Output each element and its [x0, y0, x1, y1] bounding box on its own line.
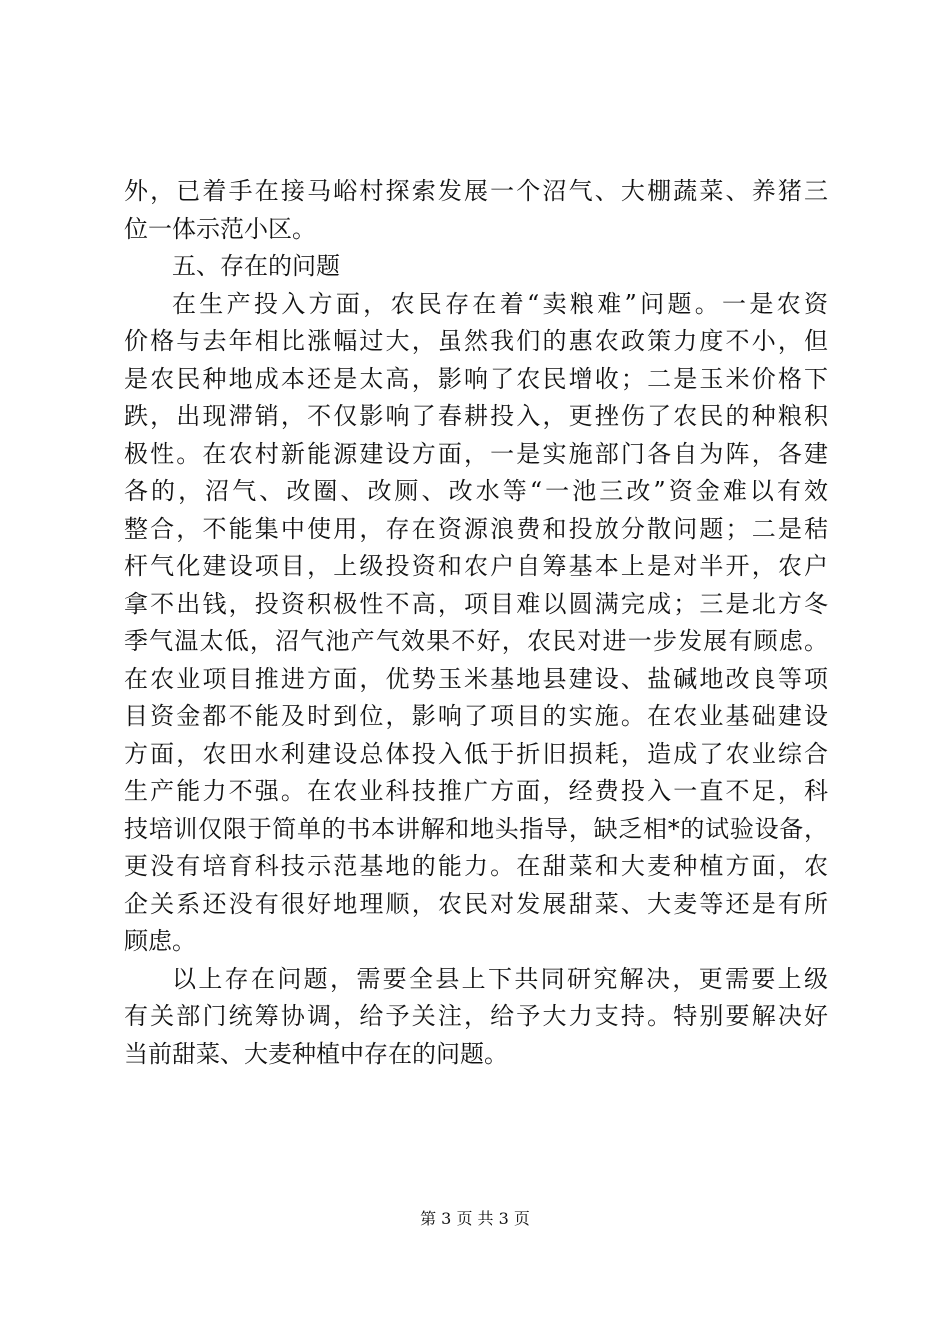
- text-line: 价格与去年相比涨幅过大，虽然我们的惠农政策力度不小，但: [124, 327, 828, 355]
- text-line: 极性。在农村新能源建设方面，一是实施部门各自为阵，各建: [124, 439, 828, 468]
- page-footer: 第 3 页 共 3 页: [420, 1209, 530, 1228]
- text-line: 方面，农田水利建设总体投入低于折旧损耗，造成了农业综合: [124, 739, 828, 768]
- text-line: 在农业项目推进方面，优势玉米基地县建设、盐碱地改良等项: [124, 664, 828, 693]
- text-line: 整合，不能集中使用，存在资源浪费和投放分散问题；二是秸: [124, 514, 828, 543]
- text-line: 跌，出现滞销，不仅影响了春耕投入，更挫伤了农民的种粮积: [124, 402, 828, 430]
- text-line: 外，已着手在接马峪村探索发展一个沼气、大棚蔬菜、养猪三: [124, 177, 828, 205]
- text-line: 各的，沼气、改圈、改厕、改水等“一池三改”资金难以有效: [124, 477, 828, 505]
- text-line: 当前甜菜、大麦种植中存在的问题。: [124, 1039, 508, 1068]
- text-line: 技培训仅限于简单的书本讲解和地头指导，缺乏相*的试验设备，: [124, 814, 828, 843]
- text-line: 有关部门统筹协调，给予关注，给予大力支持。特别要解决好: [124, 1002, 828, 1030]
- text-line: 是农民种地成本还是太高，影响了农民增收；二是玉米价格下: [124, 364, 828, 393]
- text-line: 生产能力不强。在农业科技推广方面，经费投入一直不足，科: [124, 777, 828, 805]
- text-line: 位一体示范小区。: [124, 214, 316, 243]
- text-line: 更没有培育科技示范基地的能力。在甜菜和大麦种植方面，农: [124, 852, 828, 880]
- document-body: [124, 173, 828, 1073]
- text-line: 拿不出钱，投资积极性不高，项目难以圆满完成；三是北方冬: [124, 589, 828, 618]
- text-line: 季气温太低，沼气池产气效果不好，农民对进一步发展有顾虑。: [124, 627, 828, 655]
- text-line: 顾虑。: [124, 927, 196, 955]
- text-line: 目资金都不能及时到位，影响了项目的实施。在农业基础建设: [124, 702, 828, 730]
- text-line: 企关系还没有很好地理顺，农民对发展甜菜、大麦等还是有所: [124, 889, 828, 918]
- text-line: 以上存在问题，需要全县上下共同研究解决，更需要上级: [172, 964, 828, 993]
- text-line: 五、存在的问题: [172, 252, 340, 280]
- text-line: 杆气化建设项目，上级投资和农户自筹基本上是对半开，农户: [124, 552, 828, 580]
- text-line: 在生产投入方面，农民存在着“卖粮难”问题。一是农资: [172, 289, 828, 318]
